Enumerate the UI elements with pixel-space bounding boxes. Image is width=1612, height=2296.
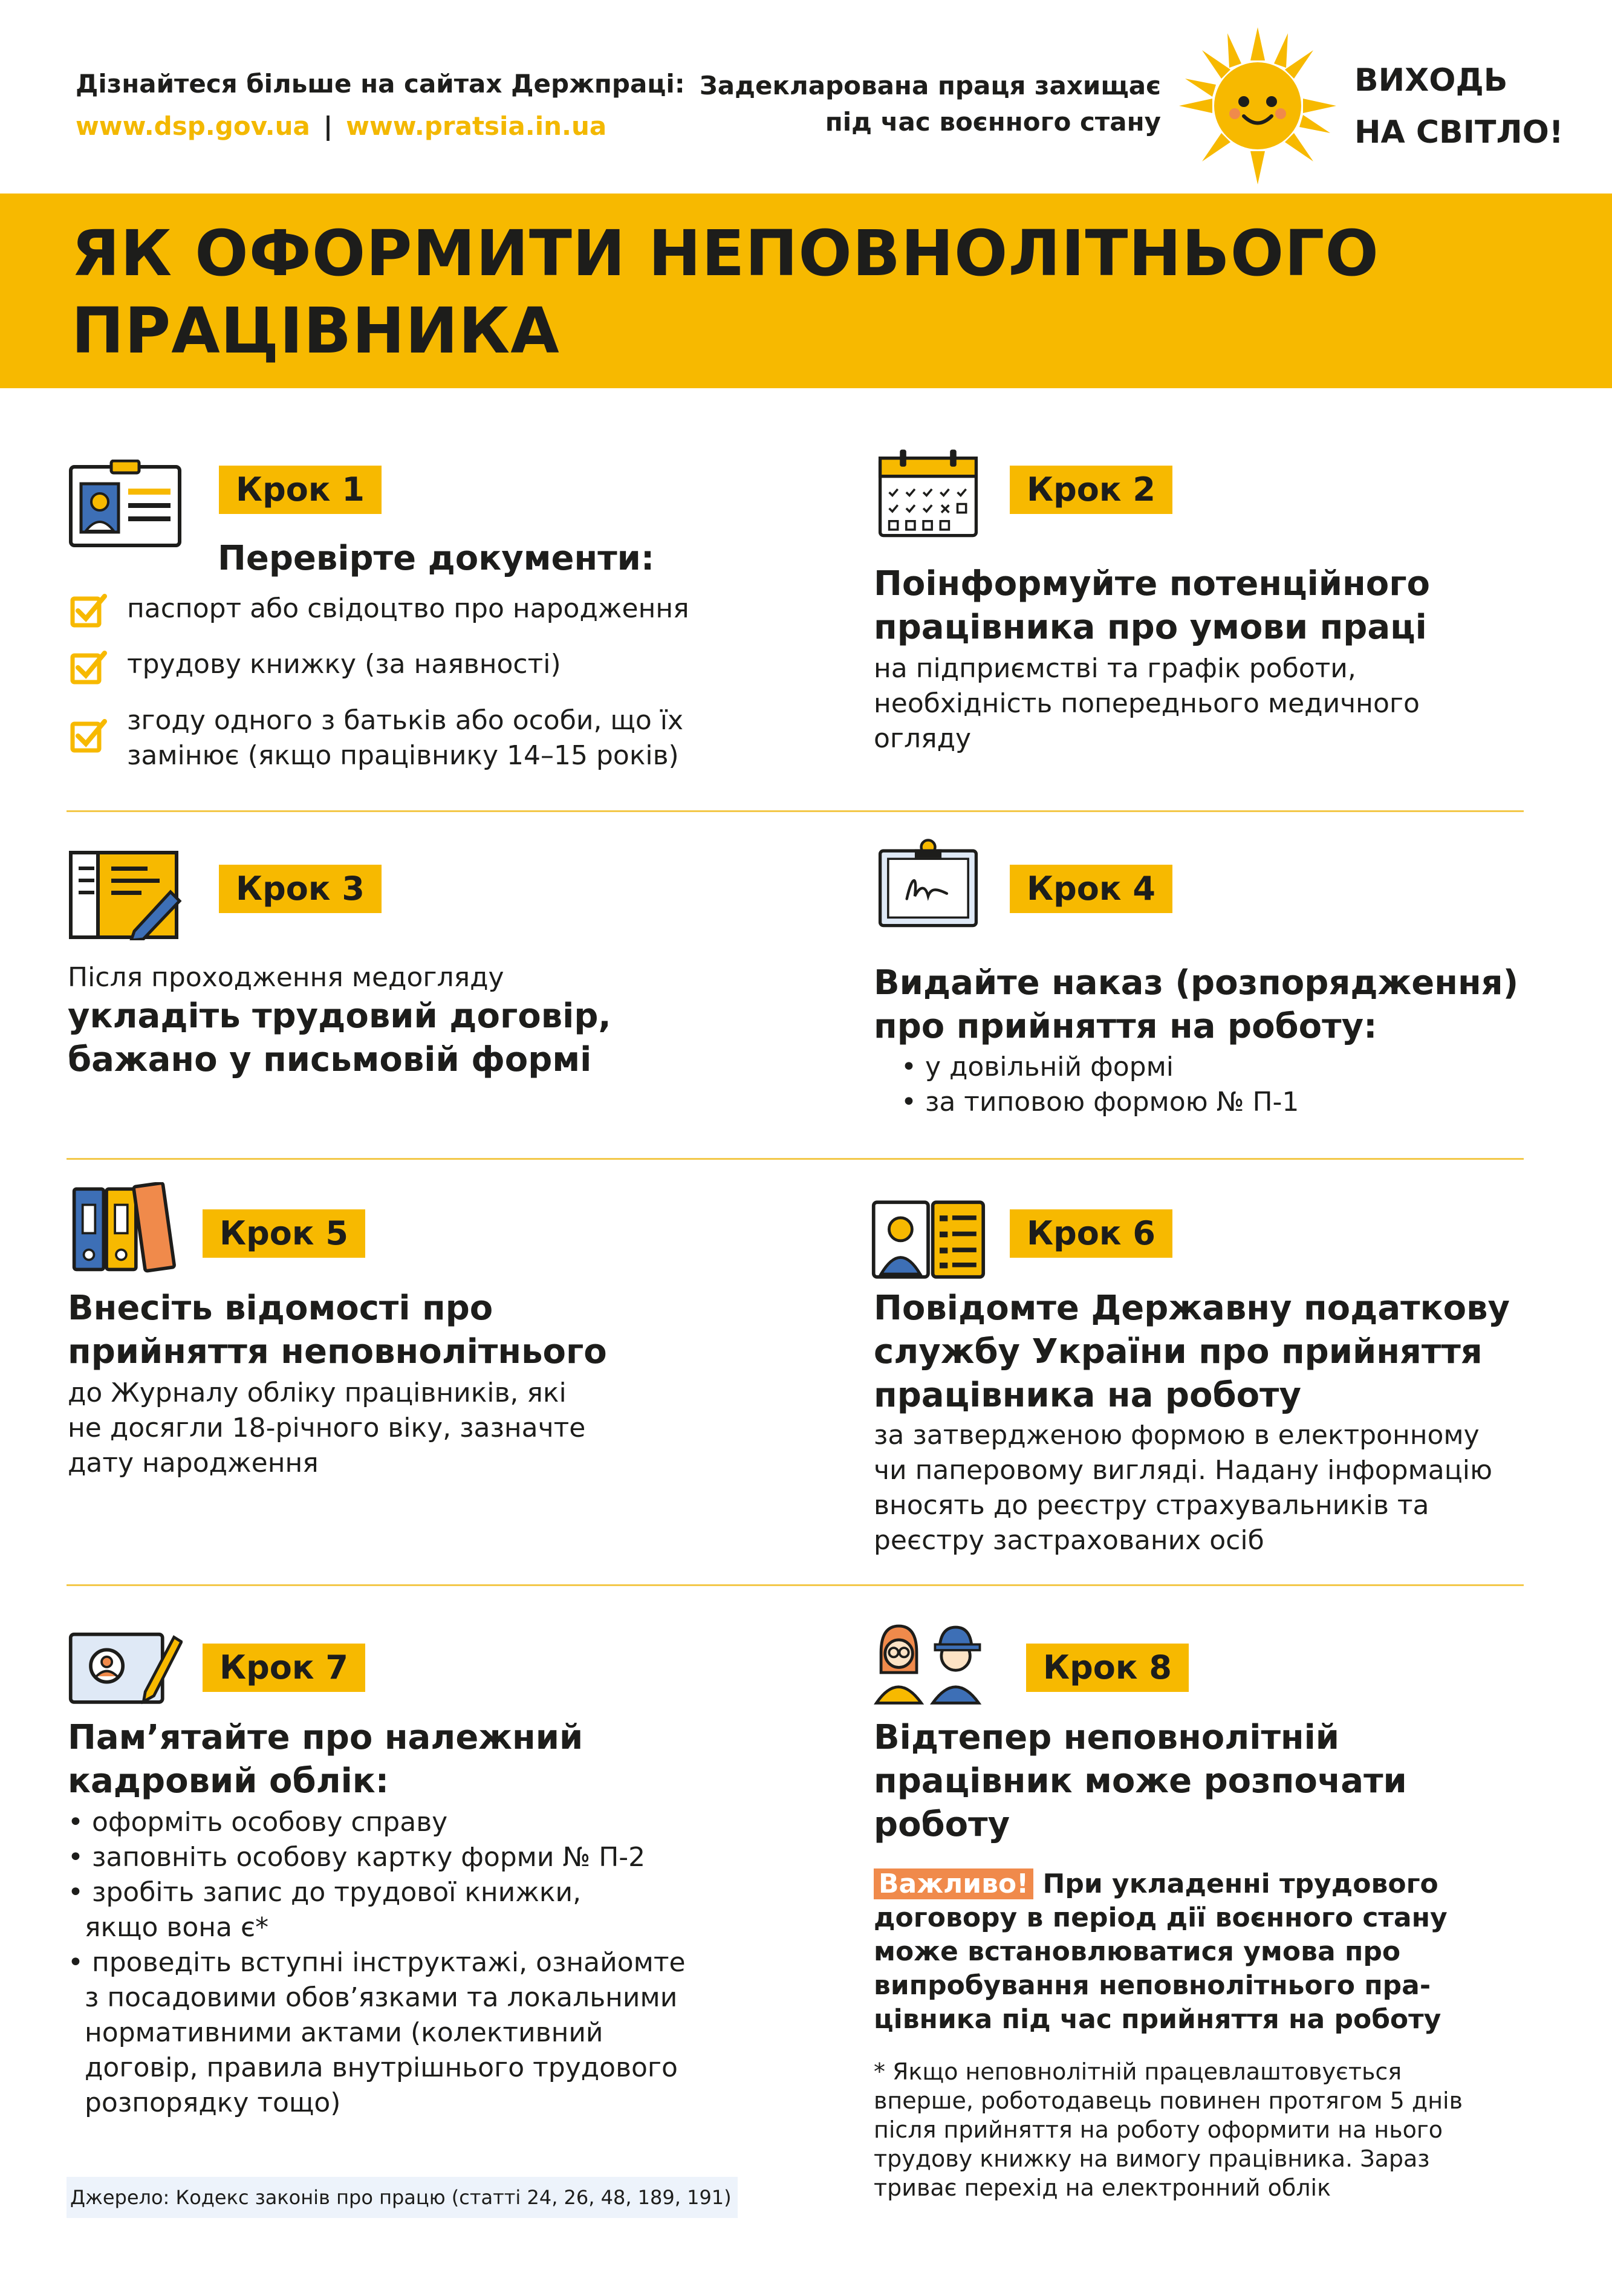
slogan [641,68,1161,140]
link-separator: | [323,111,333,141]
checkbox-icon [70,591,107,629]
step-4-item-1: • у довільній формі [901,1052,1174,1082]
employee-registry-icon [871,1194,986,1285]
binders-icon [68,1182,183,1273]
step-7-item-4-cont-2: нормативними актами (колективний [85,2017,603,2048]
sun-logo-icon [1176,24,1339,187]
step-8-heading-line-2: працівник може розпочати [874,1761,1407,1801]
step-5-badge: Крок 5 [203,1209,365,1258]
step-2-body-line-3: огляду [874,723,972,754]
source-box [67,2177,738,2218]
step-1-item-3-line-1: згоду одного з батьків або особи, що їх [127,705,684,736]
campaign-line-2: НА СВІТЛО! [1354,114,1564,151]
step-4-list [901,1050,1299,1120]
step-3-heading-line-2: бажано у письмовій формі [68,1040,592,1079]
important-line-4: випробування неповнолітнього пра- [874,1970,1431,2001]
step-6-heading-line-2: службу України про прийняття [874,1332,1483,1371]
step-8-heading [874,1716,1407,1847]
step-7-heading-line-2: кадровий облік: [68,1761,389,1801]
step-7-heading [68,1716,583,1803]
important-line-2: договору в період дії воєнного стану [874,1902,1448,1933]
step-2-heading-line-1: Поінформуйте потенційного [874,564,1430,603]
important-line-5: цівника під час прийняття на роботу [874,2004,1441,2035]
step-7-item-3-cont: якщо вона є* [85,1912,269,1943]
footnote-line-4: трудову книжку на вимогу працівника. Зараз [874,2145,1430,2172]
step-7-item-4-cont-3: договір, правила внутрішнього трудового [85,2052,678,2083]
campaign-line-1: ВИХОДЬ [1354,62,1508,99]
step-3-badge: Крок 3 [219,865,382,913]
divider [67,1158,1524,1160]
step-1-item-1: паспорт або свідоцтво про народження [127,593,689,624]
step-5-heading [68,1287,607,1374]
step-6-body-line-4: реєстру застрахованих осіб [874,1525,1264,1556]
footnote [874,2057,1463,2202]
step-4-heading [874,961,1518,1049]
step-6-body-line-3: вносять до реєстру страхувальників та [874,1490,1429,1521]
footnote-line-1: * Якщо неповнолітній працевлаштовується [874,2058,1402,2085]
step-4-heading-line-2: про прийняття на роботу: [874,1007,1377,1046]
step-8-heading-line-3: роботу [874,1805,1010,1844]
step-5-body-line-2: не досягли 18-річного віку, зазначте [68,1413,586,1443]
important-line-3: може встановлюватися умова про [874,1936,1401,1967]
personnel-file-icon [68,1621,183,1711]
important-label: Важливо! [874,1868,1033,1899]
link-dsp[interactable]: www.dsp.gov.ua [76,111,310,141]
divider [67,1584,1524,1586]
footnote-line-3: після прийняття на роботу оформити на нього [874,2116,1443,2143]
step-5-heading-line-1: Внесіть відомості про [68,1289,493,1328]
step-2-heading [874,562,1430,649]
step-7-list [68,1805,686,2121]
id-card-icon [68,460,183,550]
checkbox-icon [70,648,107,686]
learn-more-text: Дізнайтеся більше на сайтах Держпраці: [76,69,685,99]
important-line-1: При укладенні трудового [1042,1868,1438,1899]
step-1-badge: Крок 1 [219,466,382,514]
slogan-line-1: Задекларована праця захищає [699,71,1161,100]
important-note [874,1867,1448,2037]
step-2-badge: Крок 2 [1010,466,1172,514]
step-6-badge: Крок 6 [1010,1209,1172,1258]
step-6-heading-line-1: Повідомте Державну податкову [874,1289,1510,1328]
step-1-item-3 [127,703,683,773]
contract-pen-icon [68,850,183,940]
step-2-body-line-1: на підприємстві та графік роботи, [874,653,1356,684]
step-7-heading-line-1: Пам’ятайте про належний [68,1718,583,1757]
step-2-body-line-2: необхідність попереднього медичного [874,688,1420,719]
step-1-item-3-line-2: замінює (якщо працівнику 14–15 років) [127,740,679,771]
step-6-body [874,1418,1492,1558]
step-7-item-4: • проведіть вступні інструктажі, ознайомте [68,1947,686,1978]
footnote-line-5: триває перехід на електронний облік [874,2174,1331,2201]
calendar-icon [871,447,986,538]
young-workers-icon [871,1616,986,1706]
step-7-item-3: • зробіть запис до трудової книжки, [68,1877,582,1908]
step-5-body [68,1376,585,1481]
step-7-item-4-cont-1: з посадовими обов’язками та локальними [85,1982,678,2013]
step-2-body [874,651,1420,756]
step-6-heading-line-3: працівника на роботу [874,1376,1301,1415]
step-5-heading-line-2: прийняття неповнолітнього [68,1332,607,1371]
link-pratsia[interactable]: www.pratsia.in.ua [346,111,607,141]
step-2-heading-line-2: працівника про умови праці [874,608,1427,647]
step-7-item-2: • заповніть особову картку форми № П-2 [68,1842,646,1873]
step-7-item-4-cont-4: розпорядку тощо) [85,2087,341,2118]
step-4-heading-line-1: Видайте наказ (розпорядження) [874,963,1519,1003]
checkbox-icon [70,717,107,754]
step-7-badge: Крок 7 [203,1644,365,1692]
step-3-body: Після проходження медогляду [68,962,504,993]
step-8-heading-line-1: Відтепер неповнолітній [874,1718,1340,1757]
step-5-body-line-3: дату народження [68,1448,319,1478]
signed-order-icon [871,837,986,928]
step-1-item-2: трудову книжку (за наявності) [127,649,561,680]
step-6-body-line-1: за затвердженою формою в електронному [874,1420,1480,1451]
step-1-heading: Перевірте документи: [218,539,655,578]
step-6-heading [874,1287,1510,1417]
step-5-body-line-1: до Журналу обліку працівників, які [68,1377,567,1408]
step-4-item-2: • за типовою формою № П-1 [901,1087,1299,1117]
title-line-2: ПРАЦІВНИКА [71,294,560,368]
step-7-item-1: • оформіть особову справу [68,1807,448,1838]
title-line-1: ЯК ОФОРМИТИ НЕПОВНОЛІТНЬОГО [71,216,1379,290]
footnote-line-2: вперше, роботодавець повинен протягом 5 днів [874,2087,1463,2114]
page-title [71,215,1523,369]
step-8-badge: Крок 8 [1026,1644,1189,1692]
source-text: Джерело: Кодекс законів про працю (статті 24, 26, 48, 189, 191) [70,2186,732,2209]
step-3-heading-line-1: укладіть трудовий договір, [68,997,611,1036]
divider [67,810,1524,812]
campaign-name [1354,54,1564,158]
slogan-line-2: під час воєнного стану [825,107,1161,137]
header-links [76,63,685,148]
step-6-body-line-2: чи паперовому вигляді. Надану інформацію [874,1455,1492,1486]
step-4-badge: Крок 4 [1010,865,1172,913]
step-3-heading [68,995,611,1082]
